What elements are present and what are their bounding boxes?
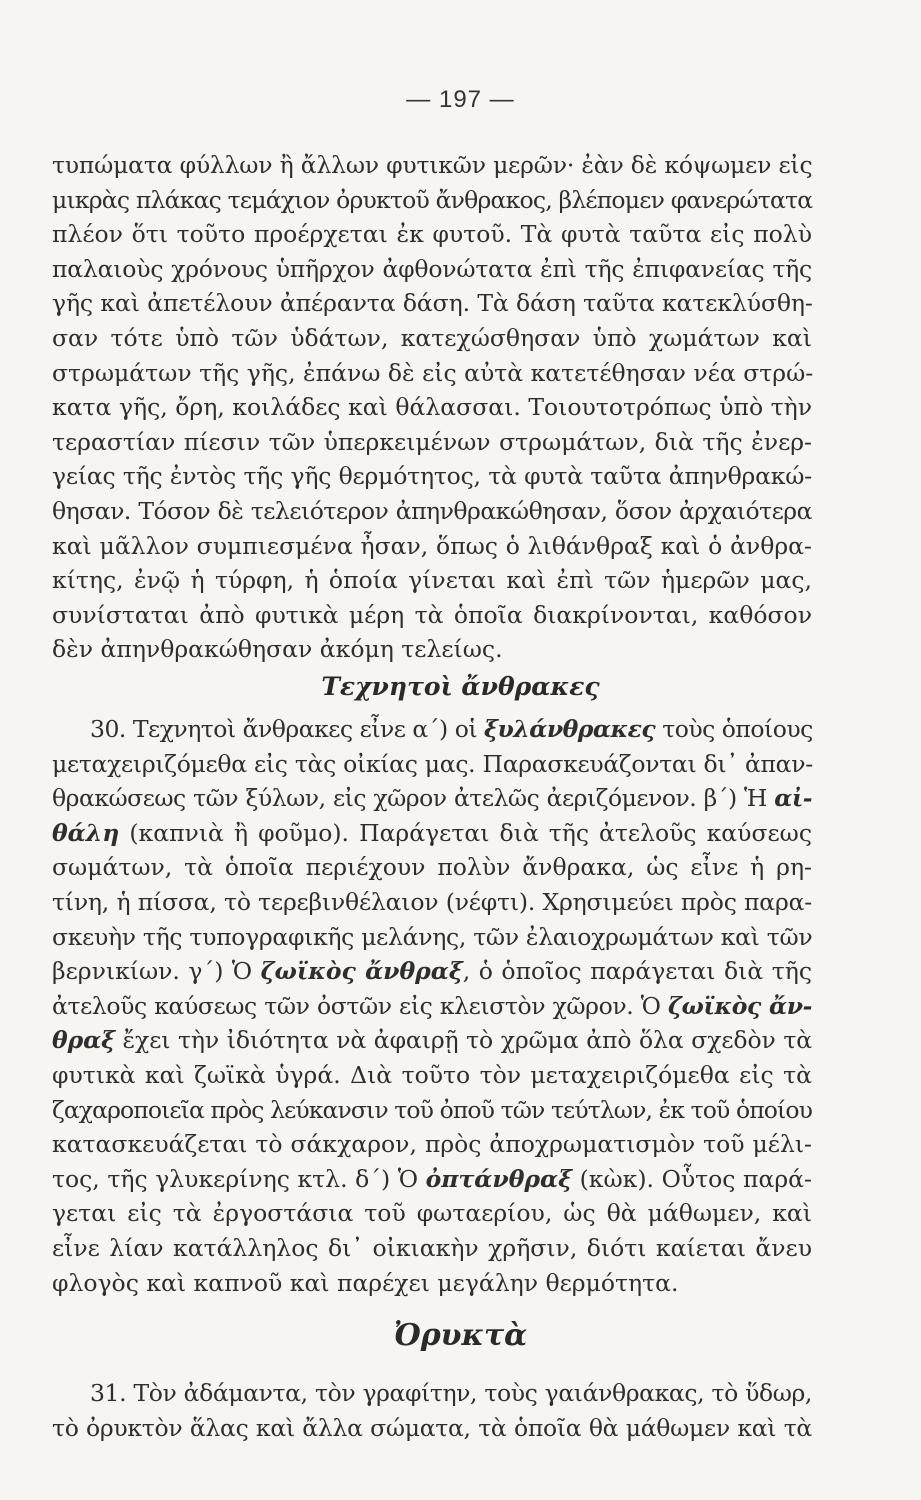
- text-line: [52, 1162, 812, 1197]
- text-line: σαν τότε ὑπὸ τῶν ὑδάτων, κατεχώσθησαν ὑπὸ χωμάτων καὶ: [52, 323, 812, 352]
- text-run: (καπνιὰ ἢ φοῦμο). Παράγεται διὰ τῆς ἀτελοῦς καύσεως: [119, 818, 812, 847]
- text-line: [52, 781, 812, 816]
- text-run: , ὁ ὁποῖος παράγεται διὰ τῆς: [462, 957, 812, 986]
- text-line: εἶνε λίαν κατάλληλος δι᾿ οἰκιακὴν χρῆσιν, διότι καίεται ἄνευ: [52, 1233, 812, 1262]
- text-line: ζαχαροποιεῖα πρὸς λεύκανσιν τοῦ ὀποῦ τῶν τεύτλων, ἐκ τοῦ ὁποίου: [52, 1095, 812, 1124]
- section-heading-artificial-coals: Τεχνητοὶ ἄνθρακες: [321, 672, 600, 701]
- text-line: δὲν ἀπηνθρακώθησαν ἀκόμη τελείως.: [52, 635, 503, 664]
- text-line: 31. Τὸν ἀδάμαντα, τὸν γραφίτην, τοὺς γαιάνθρακας, τὸ ὕδωρ,: [90, 1379, 812, 1407]
- text-line: συνίσταται ἀπὸ φυτικὰ μέρη τὰ ὁποῖα διακρίνονται, καθόσον: [52, 600, 812, 629]
- text-line: παλαιοὺς χρόνους ὑπῆρχον ἀφθονώτατα ἐπὶ τῆς ἐπιφανείας τῆς: [52, 254, 812, 283]
- text-line: στρωμάτων τῆς γῆς, ἐπάνω δὲ εἰς αὐτὰ κατετέθησαν νέα στρώ-: [52, 358, 814, 387]
- text-line: [52, 989, 812, 1024]
- term-optanthrax: ὀπτάνθραξ: [425, 1164, 573, 1193]
- text-line: θησαν. Τόσον δὲ τελειότερον ἀπηνθρακώθησαν, ὅσον ἀρχαιότερα: [52, 496, 812, 525]
- text-line: [52, 712, 812, 747]
- text-run: βερνικίων. γ΄) Ὁ: [52, 957, 261, 986]
- text-line: γῆς καὶ ἀπετέλουν ἀπέραντα δάση. Τὰ δάση ταῦτα κατεκλύσθη-: [52, 289, 813, 318]
- text-run: (κὼκ). Οὗτος παρά-: [572, 1164, 812, 1193]
- term-zoikos-anthrax-2: ζωϊκὸς ἄν-: [668, 991, 812, 1020]
- text-run: τοὺς ὁποίους: [655, 715, 813, 743]
- text-line: πλέον ὅτι τοῦτο προέρχεται ἐκ φυτοῦ. Τὰ φυτὰ ταῦτα εἰς πολὺ: [52, 220, 812, 249]
- paragraph-minerals: [52, 1376, 812, 1445]
- text-line: τὸ ὀρυκτὸν ἅλας καὶ ἄλλα σώματα, τὰ ὁποῖα θὰ μάθωμεν καὶ τὰ: [52, 1413, 812, 1442]
- text-line: γεται εἰς τὰ ἐργοστάσια τοῦ φωταερίου, ὡς θὰ μάθωμεν, καὶ: [52, 1199, 812, 1228]
- text-run: 30. Τεχνητοὶ ἄνθρακες εἶνε α΄) οἱ: [90, 715, 485, 743]
- term-zoikos-anthrax: ζωϊκὸς ἄνθραξ: [260, 957, 463, 986]
- text-line: [52, 816, 812, 851]
- text-line: σωμάτων, τὰ ὁποῖα περιέχουν πολὺν ἄνθρακα, ὡς εἶνε ἡ ρη-: [52, 853, 812, 882]
- term-zoikos-anthrax-2-cont: θραξ: [52, 1026, 115, 1055]
- text-run: ἀτελοῦς καύσεως τῶν ὀστῶν εἰς κλειστὸν χῶρον. Ὁ: [52, 991, 669, 1020]
- text-line: γείας τῆς ἐντὸς τῆς γῆς θερμότητος, τὰ φυτὰ ταῦτα ἀπηνθρακώ-: [52, 462, 812, 491]
- text-line: τυπώματα φύλλων ἢ ἄλλων φυτικῶν μερῶν· ἐὰν δὲ κόψωμεν εἰς: [52, 151, 813, 179]
- text-line: μεταχειριζόμεθα εἰς τὰς οἰκίας μας. Παρασκευάζονται δι᾿ ἀπαν-: [52, 749, 813, 778]
- paragraph-coal-origin: [52, 148, 812, 667]
- text-line: τεραστίαν πίεσιν τῶν ὑπερκειμένων στρωμάτων, διὰ τῆς ἐνερ-: [52, 427, 812, 456]
- term-xylanthrakes: ξυλάνθρακες: [484, 715, 656, 743]
- text-line: μικρὰς πλάκας τεμάχιον ὀρυκτοῦ ἄνθρακος, βλέπομεν φανερώτατα: [52, 185, 813, 214]
- term-aithali-cont: θάλη: [52, 818, 120, 847]
- text-line: σκευὴν τῆς τυπογραφικῆς μελάνης, τῶν ἐλαιοχρωμάτων καὶ τῶν: [52, 922, 813, 951]
- section-heading-minerals: Ὀρυκτὰ: [393, 1318, 528, 1353]
- text-line: [52, 1023, 812, 1058]
- term-aithali: αἰ-: [774, 784, 812, 813]
- text-line: κατασκευάζεται τὸ σάκχαρον, πρὸς ἀποχρωματισμὸν τοῦ μέλι-: [52, 1130, 812, 1159]
- text-line: [52, 954, 812, 989]
- text-line: φλογὸς καὶ καπνοῦ καὶ παρέχει μεγάλην θερμότητα.: [52, 1268, 679, 1297]
- text-run: θρακώσεως τῶν ξύλων, εἰς χῶρον ἀτελῶς ἀεριζόμενον. β΄) Ἡ: [52, 784, 775, 813]
- text-line: κατα γῆς, ὄρη, κοιλάδες καὶ θάλασσαι. Τοιουτοτρόπως ὑπὸ τὴν: [52, 393, 812, 422]
- paragraph-artificial-coals: [52, 712, 812, 1300]
- text-line: καὶ μᾶλλον συμπιεσμένα ἦσαν, ὅπως ὁ λιθάνθραξ καὶ ὁ ἀνθρα-: [52, 531, 812, 560]
- text-run: ἔχει τὴν ἰδιότητα νὰ ἀφαιρῇ τὸ χρῶμα ἀπὸ ὅλα σχεδὸν τὰ: [114, 1026, 812, 1055]
- text-run: τος, τῆς γλυκερίνης κτλ. δ΄) Ὁ: [52, 1164, 426, 1193]
- page-number: — 197 —: [406, 86, 515, 113]
- text-line: τίνη, ἡ πίσσα, τὸ τερεβινθέλαιον (νέφτι). Χρησιμεύει πρὸς παρα-: [52, 887, 812, 916]
- text-line: κίτης, ἐνῷ ἡ τύρφη, ἡ ὁποία γίνεται καὶ ἐπὶ τῶν ἡμερῶν μας,: [52, 566, 812, 595]
- text-line: φυτικὰ καὶ ζωϊκὰ ὑγρά. Διὰ τοῦτο τὸν μεταχειριζόμεθα εἰς τὰ: [52, 1060, 812, 1089]
